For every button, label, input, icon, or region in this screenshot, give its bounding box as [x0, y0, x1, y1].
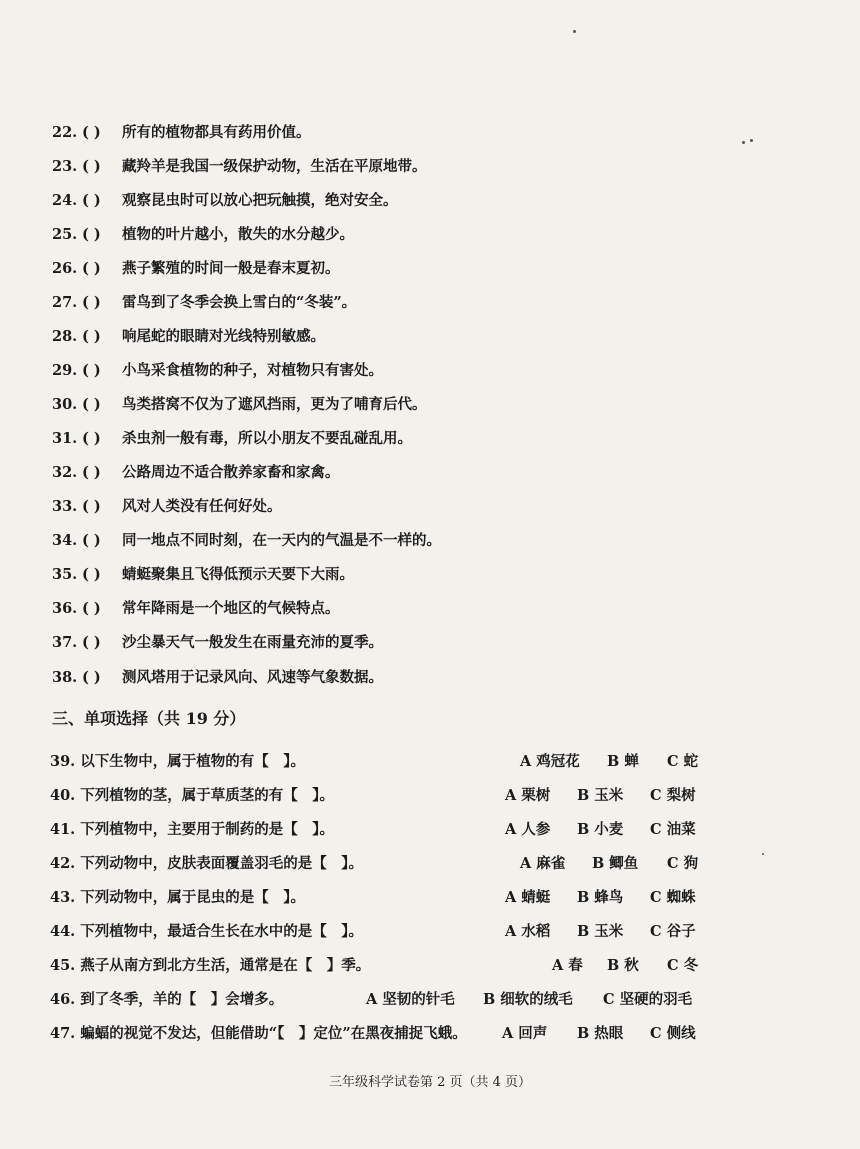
section-title: 三、单项选择（共 19 分） — [52, 709, 246, 728]
mc-item — [50, 921, 710, 943]
mc-option-b: B 蝉 — [607, 753, 639, 770]
mc-option-a: A 蜻蜓 — [505, 889, 551, 906]
tf-item: 24. ( ) 观察昆虫时可以放心把玩触摸，绝对安全。 — [52, 192, 398, 209]
mc-option-a: A 水稻 — [505, 923, 551, 940]
tf-item: 23. ( ) 藏羚羊是我国一级保护动物，生活在平原地带。 — [52, 158, 427, 175]
scan-speck — [573, 30, 576, 33]
mc-option-b: B 蜂鸟 — [577, 889, 624, 906]
tf-item: 33. ( ) 风对人类没有任何好处。 — [52, 498, 282, 515]
tf-item: 30. ( ) 鸟类搭窝不仅为了遮风挡雨，更为了哺育后代。 — [52, 396, 427, 413]
tf-item: 35. ( ) 蜻蜓聚集且飞得低预示天要下大雨。 — [52, 566, 354, 583]
mc-option-a: A 回声 — [502, 1025, 548, 1042]
mc-option-a: A 春 — [552, 957, 583, 974]
tf-item: 25. ( ) 植物的叶片越小，散失的水分越少。 — [52, 226, 354, 243]
mc-option-b: B 热眼 — [577, 1025, 624, 1042]
mc-option-b: B 小麦 — [577, 821, 624, 838]
tf-item: 22. ( ) 所有的植物都具有药用价值。 — [52, 124, 311, 141]
mc-question: 45. 燕子从南方到北方生活，通常是在【 】季。 — [50, 957, 371, 974]
mc-option-c: C 油菜 — [650, 821, 696, 838]
mc-item — [50, 853, 710, 875]
tf-item: 34. ( ) 同一地点不同时刻，在一天内的气温是不一样的。 — [52, 532, 441, 549]
mc-option-a: A 麻雀 — [520, 855, 566, 872]
mc-option-c: C 谷子 — [650, 923, 696, 940]
mc-option-c: C 冬 — [667, 957, 699, 974]
tf-item: 36. ( ) 常年降雨是一个地区的气候特点。 — [52, 600, 340, 617]
mc-option-b: B 鲫鱼 — [592, 855, 639, 872]
scan-speck — [742, 141, 745, 144]
tf-item: 37. ( ) 沙尘暴天气一般发生在雨量充沛的夏季。 — [52, 634, 383, 651]
mc-option-a: A 人参 — [505, 821, 551, 838]
mc-option-c: C 蜘蛛 — [650, 889, 696, 906]
mc-question: 39. 以下生物中，属于植物的有【 】。 — [50, 753, 306, 770]
mc-option-b: B 秋 — [607, 957, 639, 974]
mc-item — [50, 1023, 710, 1045]
mc-item — [50, 785, 710, 807]
mc-question: 42. 下列动物中，皮肤表面覆盖羽毛的是【 】。 — [50, 855, 364, 872]
mc-option-c: C 梨树 — [650, 787, 696, 804]
tf-item: 27. ( ) 雷鸟到了冬季会换上雪白的“冬装”。 — [52, 294, 357, 311]
page-footer: 三年级科学试卷第 2 页（共 4 页） — [328, 1075, 532, 1090]
mc-question: 40. 下列植物的茎，属于草质茎的有【 】。 — [50, 787, 335, 804]
mc-option-c: C 蛇 — [667, 753, 699, 770]
tf-item: 26. ( ) 燕子繁殖的时间一般是春末夏初。 — [52, 260, 340, 277]
mc-option-a: A 栗树 — [505, 787, 551, 804]
mc-question: 47. 蝙蝠的视觉不发达，但能借助“【 】定位”在黑夜捕捉飞蛾。 — [50, 1025, 467, 1042]
tf-item: 38. ( ) 测风塔用于记录风向、风速等气象数据。 — [52, 669, 383, 686]
mc-option-b: B 细软的绒毛 — [483, 991, 573, 1008]
mc-option-b: B 玉米 — [577, 787, 624, 804]
mc-question: 44. 下列植物中，最适合生长在水中的是【 】。 — [50, 923, 364, 940]
mc-option-a: A 鸡冠花 — [520, 753, 580, 770]
mc-item — [50, 751, 710, 773]
mc-option-c: C 侧线 — [650, 1025, 696, 1042]
tf-item: 28. ( ) 响尾蛇的眼睛对光线特别敏感。 — [52, 328, 325, 345]
mc-option-a: A 坚韧的针毛 — [366, 991, 455, 1008]
mc-item — [50, 887, 710, 909]
tf-item: 31. ( ) 杀虫剂一般有毒，所以小朋友不要乱碰乱用。 — [52, 430, 412, 447]
tf-item: 32. ( ) 公路周边不适合散养家畜和家禽。 — [52, 464, 340, 481]
mc-question: 43. 下列动物中，属于昆虫的是【 】。 — [50, 889, 306, 906]
mc-question: 41. 下列植物中，主要用于制药的是【 】。 — [50, 821, 335, 838]
mc-option-b: B 玉米 — [577, 923, 624, 940]
scan-speck — [762, 853, 764, 855]
scan-speck — [750, 139, 753, 142]
mc-item — [50, 989, 710, 1011]
mc-item — [50, 955, 710, 977]
mc-question: 46. 到了冬季，羊的【 】会增多。 — [50, 991, 284, 1008]
mc-item — [50, 819, 710, 841]
mc-option-c: C 狗 — [667, 855, 699, 872]
mc-option-c: C 坚硬的羽毛 — [603, 991, 693, 1008]
tf-item: 29. ( ) 小鸟采食植物的种子，对植物只有害处。 — [52, 362, 383, 379]
